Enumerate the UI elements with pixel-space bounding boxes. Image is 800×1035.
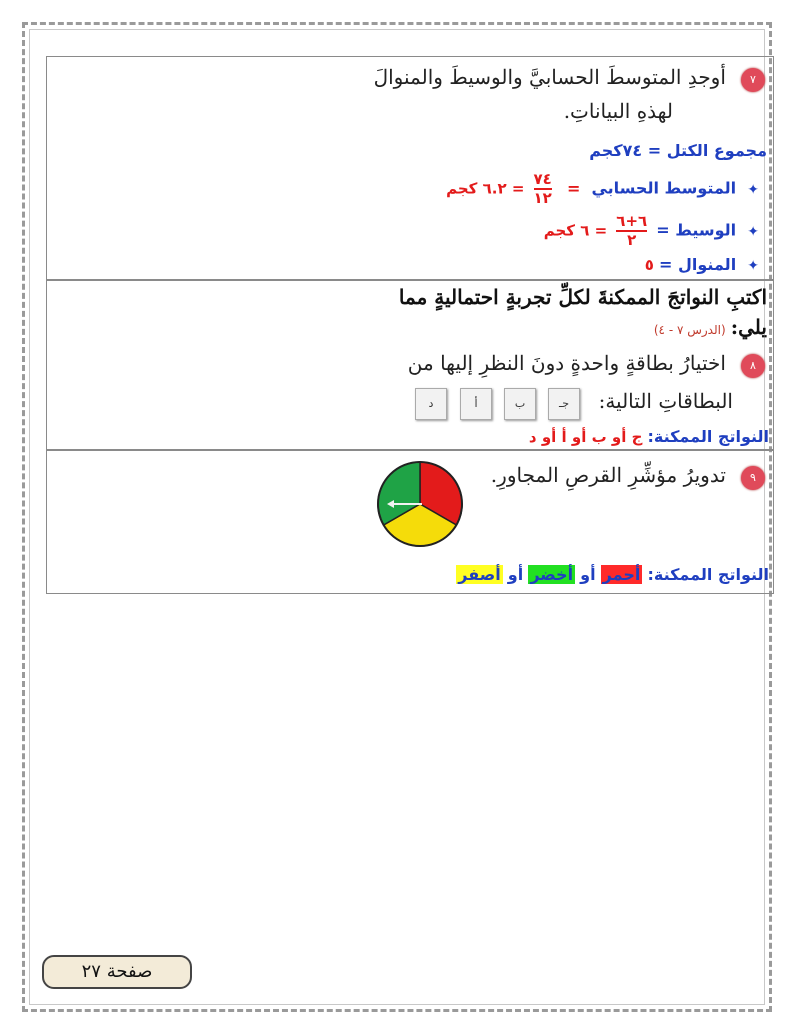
question-7-line2: لهذهِ البياناتِ. [563,99,673,123]
question-9-line1: ٩ تدويرُ مؤشِّرِ القرصِ المجاورِ. [491,463,765,490]
mass-sum: مجموع الكتل = ٧٤كجم [589,141,767,160]
question-9-box [46,450,774,594]
section-heading-line2: يلي: (الدرس ٧ - ٤) [653,315,767,339]
answer-green: أخضر [530,565,574,584]
median-row: ✦ الوسيط = $\frac{٦+٦}{٢}$ = ٦ كجم [543,212,759,249]
page-number: صفحة ٢٧ [42,955,192,989]
lesson-reference: (الدرس ٧ - ٤) [653,323,726,337]
question-9-answer: النواتج الممكنة: أحمر أو أخضر أو أصفر [458,565,769,584]
card-baa: ب [504,388,536,420]
bullet-icon: ✦ [747,223,759,240]
answer-yellow: أصفر [458,565,501,584]
question-number-badge: ٨ [741,354,765,378]
question-7-line1: ٧ أوجدِ المتوسطَ الحسابيَّ والوسيطَ والمنوالَ [374,65,765,92]
question-number-badge: ٩ [741,466,765,490]
spinner-disc [375,459,465,549]
mean-fraction: $\frac{٧٤}{١٢}$ [533,170,552,207]
card-alif: أ [460,388,492,420]
answer-red: أحمر [602,565,641,584]
mode-row: ✦ المنوال = ٥ [644,255,759,274]
mean-row: ✦ المتوسط الحسابي = $\frac{٧٤}{١٢}$ = ٦.٢ كجم [446,170,759,207]
card-dal: د [415,388,447,420]
question-8-answer: النواتج الممكنة: ج أو ب أو أ أو د [528,427,769,446]
card-jeem: جـ [548,388,580,420]
question-8-line1: ٨ اختيارُ بطاقةٍ واحدةٍ دونَ النظرِ إليها من [408,351,765,378]
question-8-line2: البطاقاتِ التالية: [598,389,733,413]
question-number-badge: ٧ [741,68,765,92]
bullet-icon: ✦ [747,181,759,198]
question-8-box [46,280,774,450]
question-7-box [46,56,774,280]
median-fraction: $\frac{٦+٦}{٢}$ [616,212,648,249]
section-heading: اكتبِ النواتجَ الممكنةَ لكلِّ تجربةٍ احتماليةٍ مما [398,285,767,309]
bullet-icon: ✦ [747,258,759,274]
